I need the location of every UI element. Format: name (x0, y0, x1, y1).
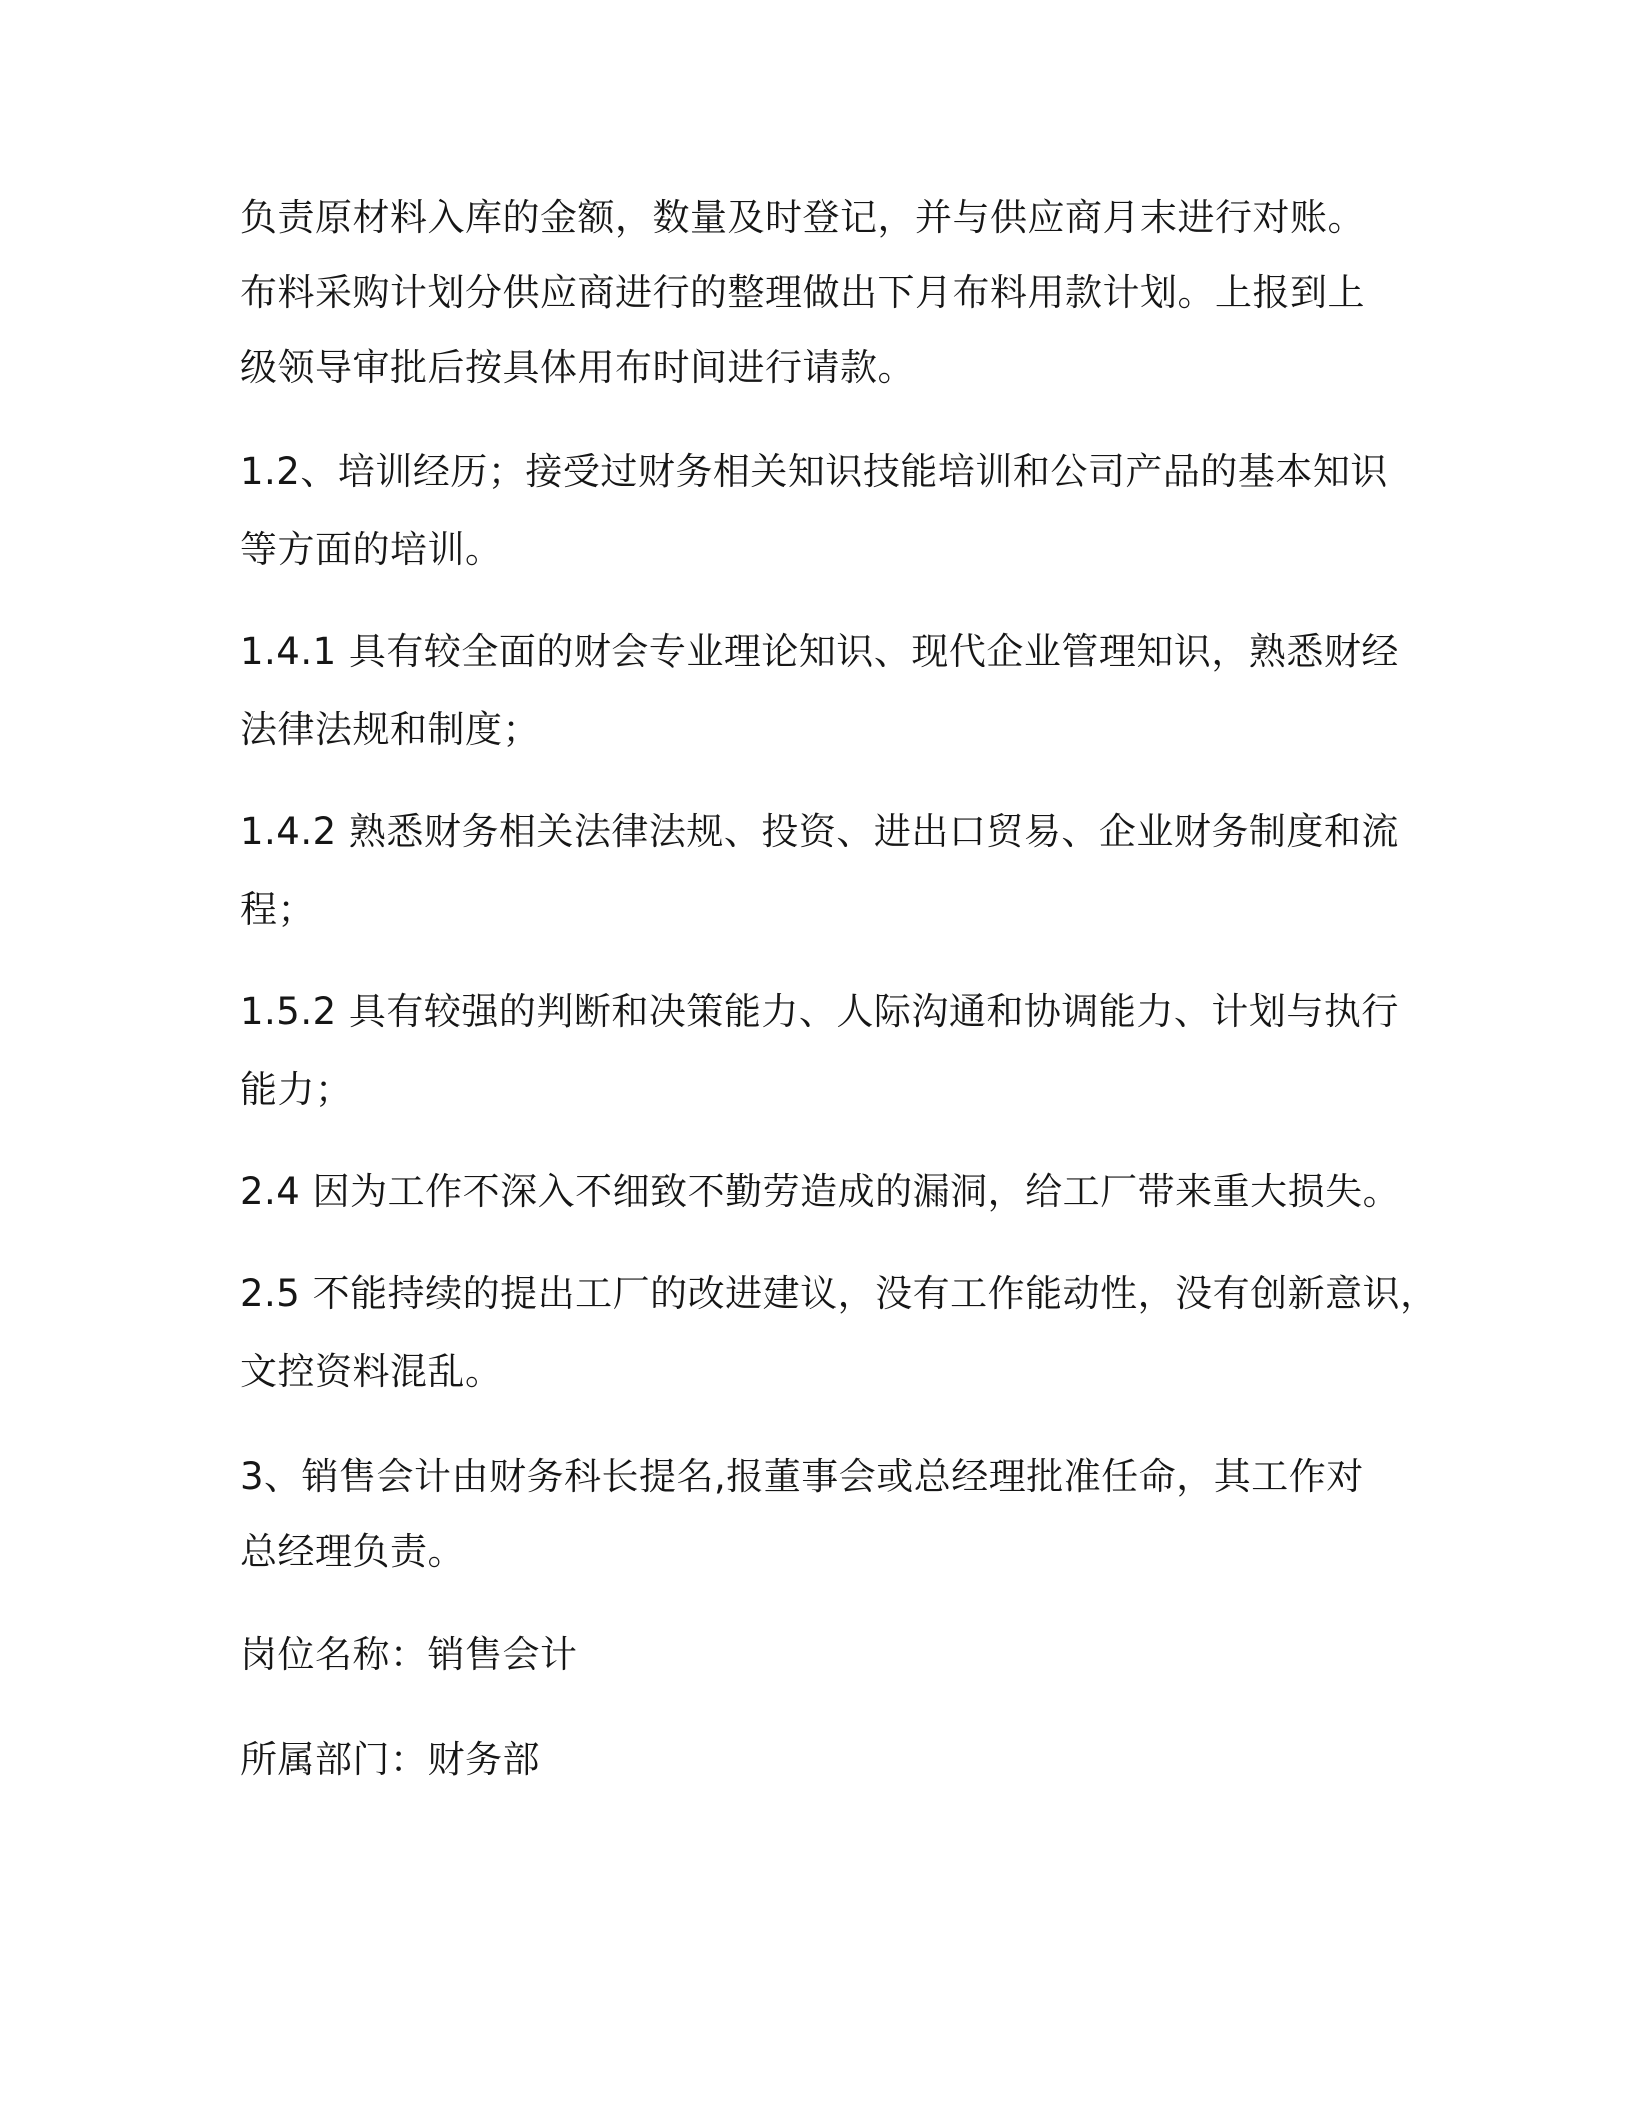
department-line: 所属部门：财务部 (240, 1738, 540, 1781)
paragraph-7-line-2: 文控资料混乱。 (240, 1350, 503, 1393)
paragraph-1-line-1: 负责原材料入库的金额，数量及时登记，并与供应商月末进行对账。 (240, 196, 1365, 239)
paragraph-1-line-3: 级领导审批后按具体用布时间进行请款。 (240, 346, 915, 389)
paragraph-2-line-2: 等方面的培训。 (240, 528, 503, 571)
paragraph-7-line-1: 2.5 不能持续的提出工厂的改进建议，没有工作能动性，没有创新意识， (240, 1272, 1438, 1315)
paragraph-8-line-2: 总经理负责。 (240, 1530, 465, 1573)
paragraph-8-line-1: 3、销售会计由财务科长提名,报董事会或总经理批准任命，其工作对 (240, 1455, 1364, 1498)
paragraph-2-line-1: 1.2、培训经历；接受过财务相关知识技能培训和公司产品的基本知识 (240, 450, 1388, 493)
position-name-line: 岗位名称：销售会计 (240, 1633, 578, 1676)
paragraph-5-line-1: 1.5.2 具有较强的判断和决策能力、人际沟通和协调能力、计划与执行 (240, 990, 1399, 1033)
paragraph-5-line-2: 能力； (240, 1068, 353, 1111)
paragraph-3-line-2: 法律法规和制度； (240, 708, 540, 751)
paragraph-3-line-1: 1.4.1 具有较全面的财会专业理论知识、现代企业管理知识，熟悉财经 (240, 630, 1399, 673)
paragraph-1-line-2: 布料采购计划分供应商进行的整理做出下月布料用款计划。上报到上 (240, 271, 1365, 314)
paragraph-6-line-1: 2.4 因为工作不深入不细致不勤劳造成的漏洞，给工厂带来重大损失。 (240, 1170, 1401, 1213)
paragraph-4-line-2: 程； (240, 888, 315, 931)
paragraph-4-line-1: 1.4.2 熟悉财务相关法律法规、投资、进出口贸易、企业财务制度和流 (240, 810, 1399, 853)
